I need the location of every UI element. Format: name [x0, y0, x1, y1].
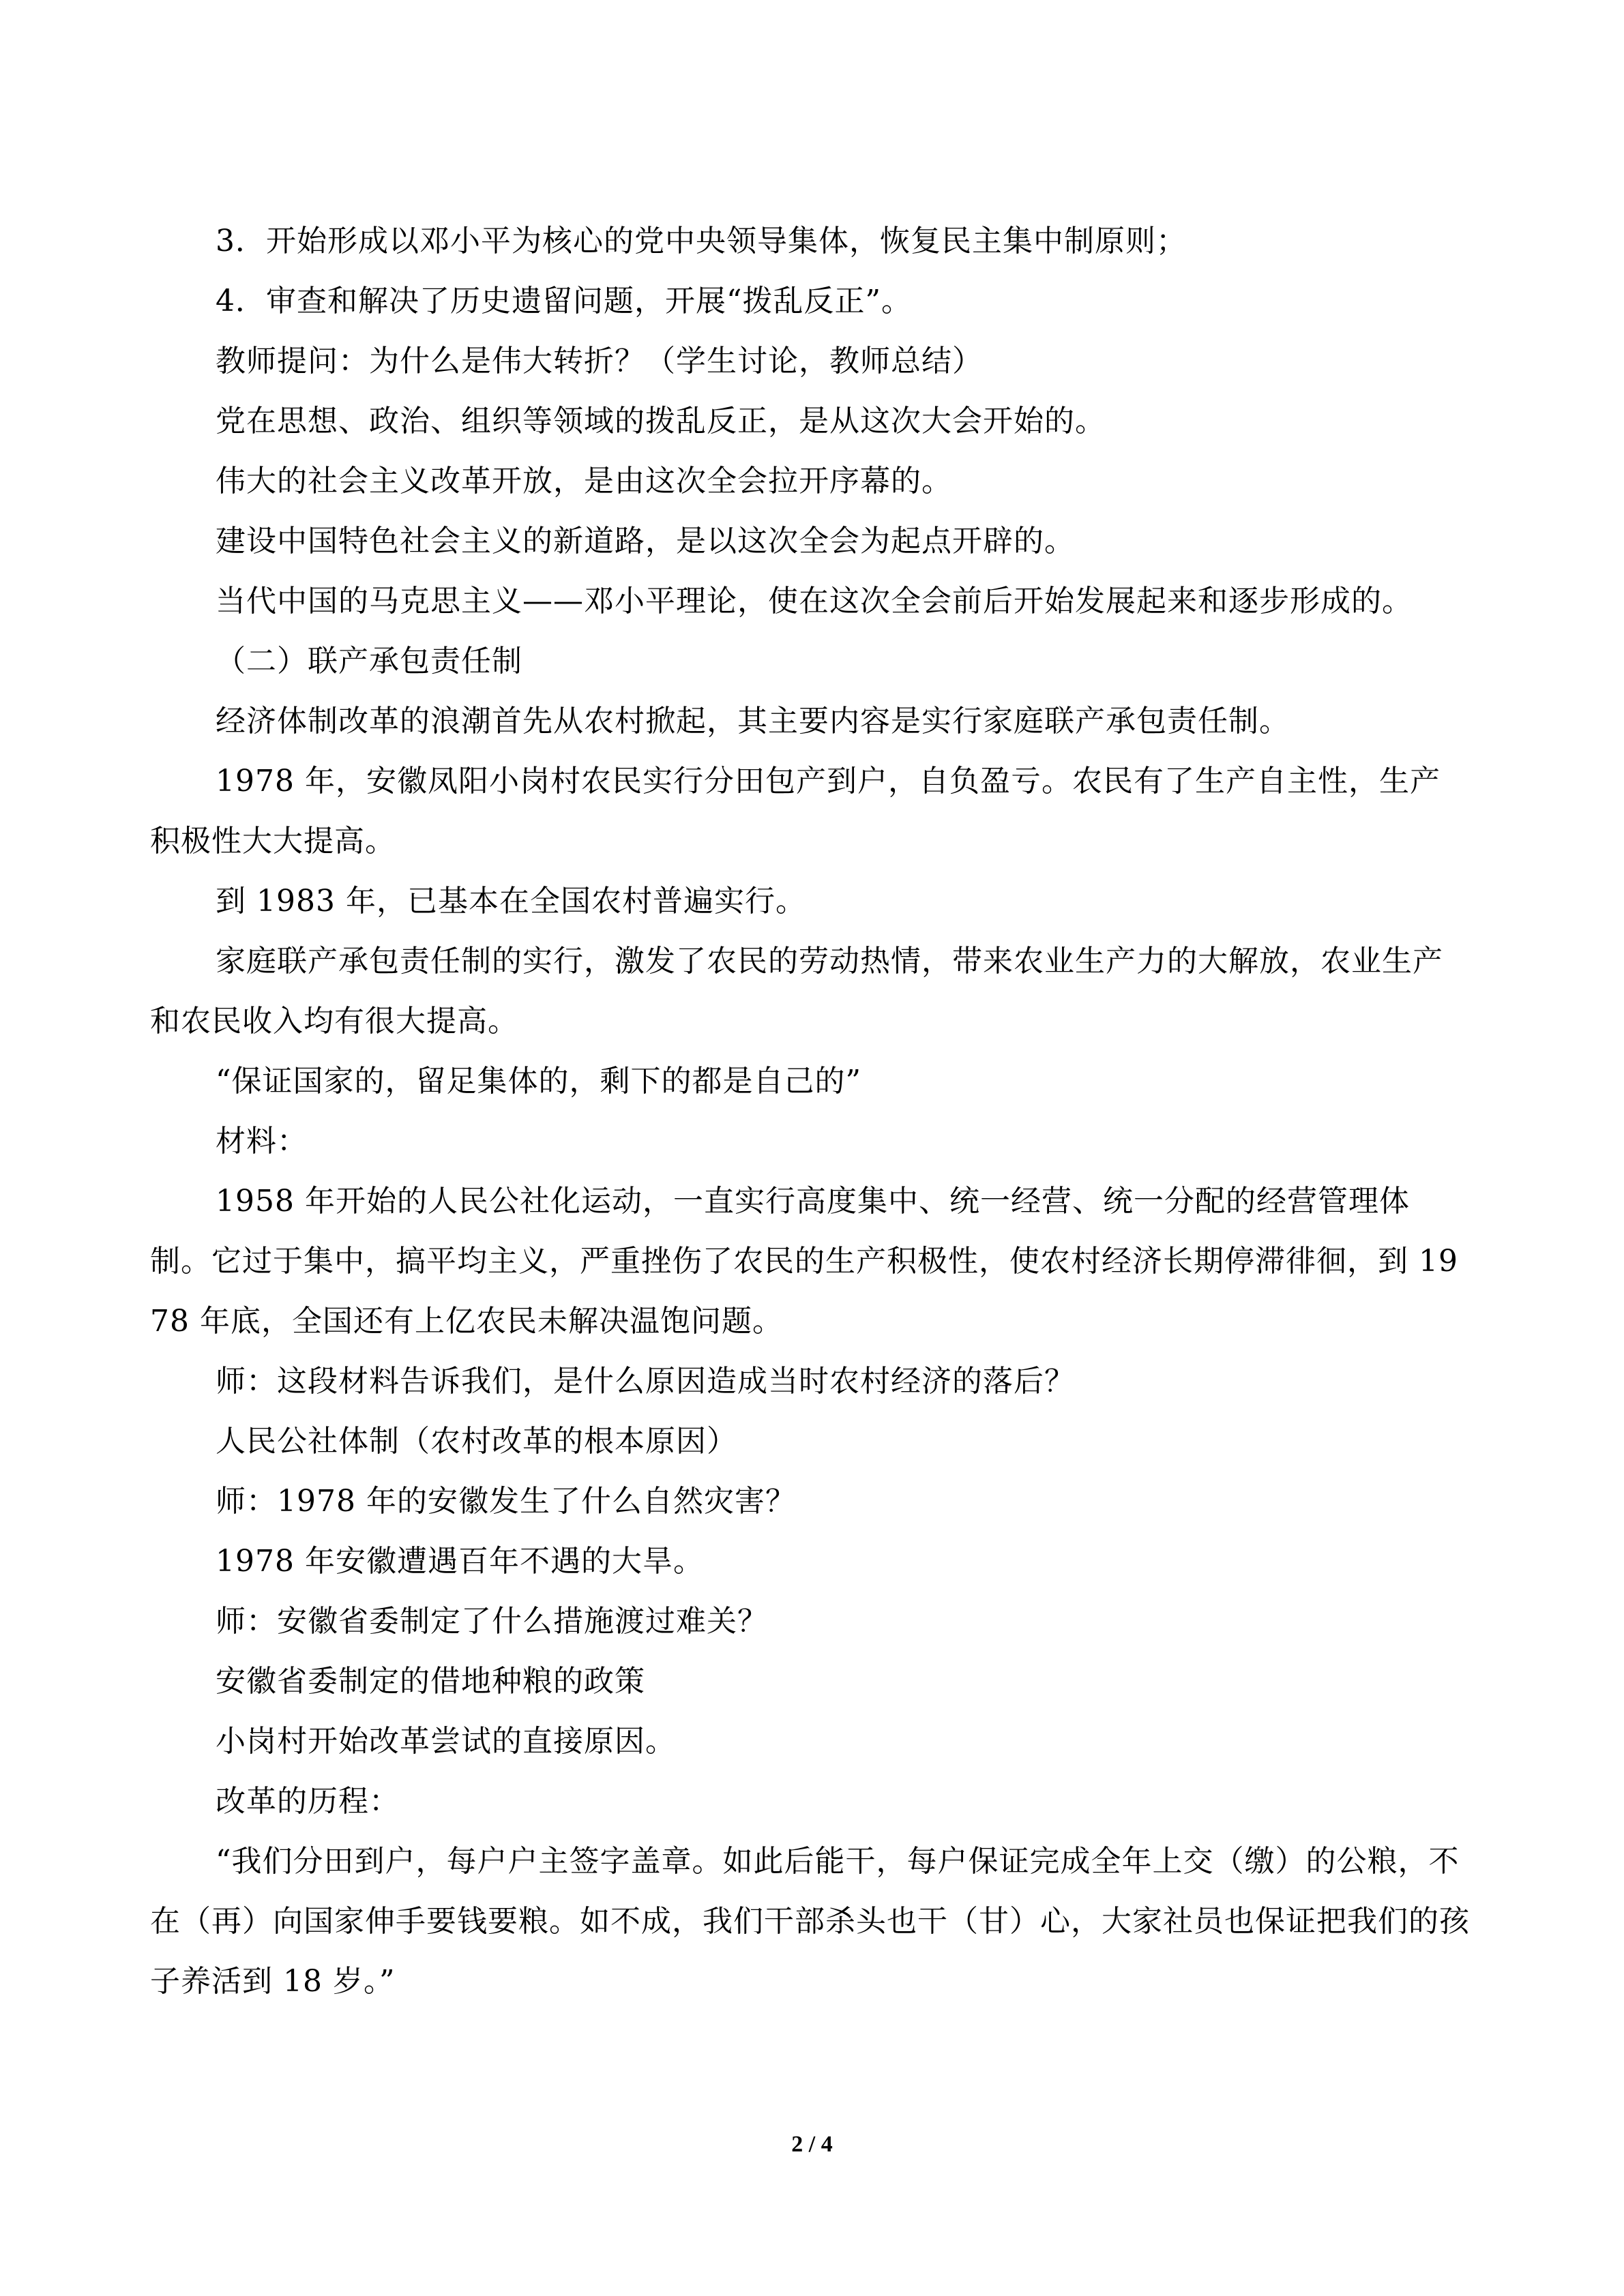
- paragraph-xiaogang-1978: 1978 年，安徽凤阳小岗村农民实行分田包产到户，自负盈亏。农民有了生产自主性，生产积极性大大提高。: [150, 764, 1441, 859]
- page-number: 2 / 4: [791, 2132, 833, 2157]
- paragraph-teacher-q3: 师：安徽省委制定了什么措施渡过难关？: [216, 1604, 768, 1639]
- paragraph-1983: 到 1983 年，已基本在全国农村普遍实行。: [216, 884, 806, 919]
- paragraph-significance-1: 党在思想、政治、组织等领域的拨乱反正，是从这次大会开始的。: [216, 404, 1106, 438]
- paragraph-teacher-q1: 师：这段材料告诉我们，是什么原因造成当时农村经济的落后？: [216, 1364, 1075, 1399]
- paragraph-significance-4: 当代中国的马克思主义——邓小平理论，使在这次全会前后开始发展起来和逐步形成的。: [216, 584, 1413, 618]
- paragraph-answer-1: 人民公社体制（农村改革的根本原因）: [216, 1424, 737, 1459]
- paragraph-material-text: 1958 年开始的人民公社化运动，一直实行高度集中、统一经营、统一分配的经营管理体制。它过于集中，搞平均主义，严重挫伤了农民的生产积极性，使农村经济长期停滞徘徊，到 1978 年底，全国还有上亿农民未解决温饱问题。: [150, 1184, 1458, 1339]
- paragraph-contract-quote: “我们分田到户，每户户主签字盖章。如此后能干，每户保证完成全年上交（缴）的公粮，不在（再）向国家伸手要钱要粮。如不成，我们干部杀头也干（甘）心，大家社员也保证把我们的孩子养活到 18 岁。”: [150, 1844, 1470, 1999]
- document-body: [150, 211, 1470, 2012]
- paragraph-significance-3: 建设中国特色社会主义的新道路，是以这次全会为起点开辟的。: [216, 524, 1075, 558]
- paragraph-material-label: 材料：: [216, 1124, 308, 1159]
- paragraph-teacher-q2: 师：1978 年的安徽发生了什么自然灾害？: [216, 1484, 796, 1519]
- paragraph-answer-3: 安徽省委制定的借地种粮的政策: [216, 1664, 645, 1699]
- paragraph-direct-cause: 小岗村开始改革尝试的直接原因。: [216, 1724, 676, 1759]
- section-heading: （二）联产承包责任制: [216, 644, 522, 679]
- paragraph-item-1: 3．开始形成以邓小平为核心的党中央领导集体，恢复民主集中制原则；: [216, 224, 1187, 258]
- paragraph-effects: 家庭联产承包责任制的实行，激发了农民的劳动热情，带来农业生产力的大解放，农业生产和农民收入均有很大提高。: [150, 944, 1443, 1039]
- paragraph-significance-2: 伟大的社会主义改革开放，是由这次全会拉开序幕的。: [216, 464, 952, 498]
- paragraph-reform-intro: 经济体制改革的浪潮首先从农村掀起，其主要内容是实行家庭联产承包责任制。: [216, 704, 1290, 739]
- paragraph-answer-2: 1978 年安徽遭遇百年不遇的大旱。: [216, 1544, 704, 1579]
- paragraph-item-2: 4．审查和解决了历史遗留问题，开展“拨乱反正”。: [216, 284, 912, 318]
- paragraph-process-label: 改革的历程：: [216, 1784, 400, 1819]
- paragraph-quote-slogan: “保证国家的，留足集体的，剩下的都是自己的”: [216, 1064, 861, 1099]
- paragraph-teacher-question: 教师提问：为什么是伟大转折？（学生讨论，教师总结）: [216, 344, 983, 378]
